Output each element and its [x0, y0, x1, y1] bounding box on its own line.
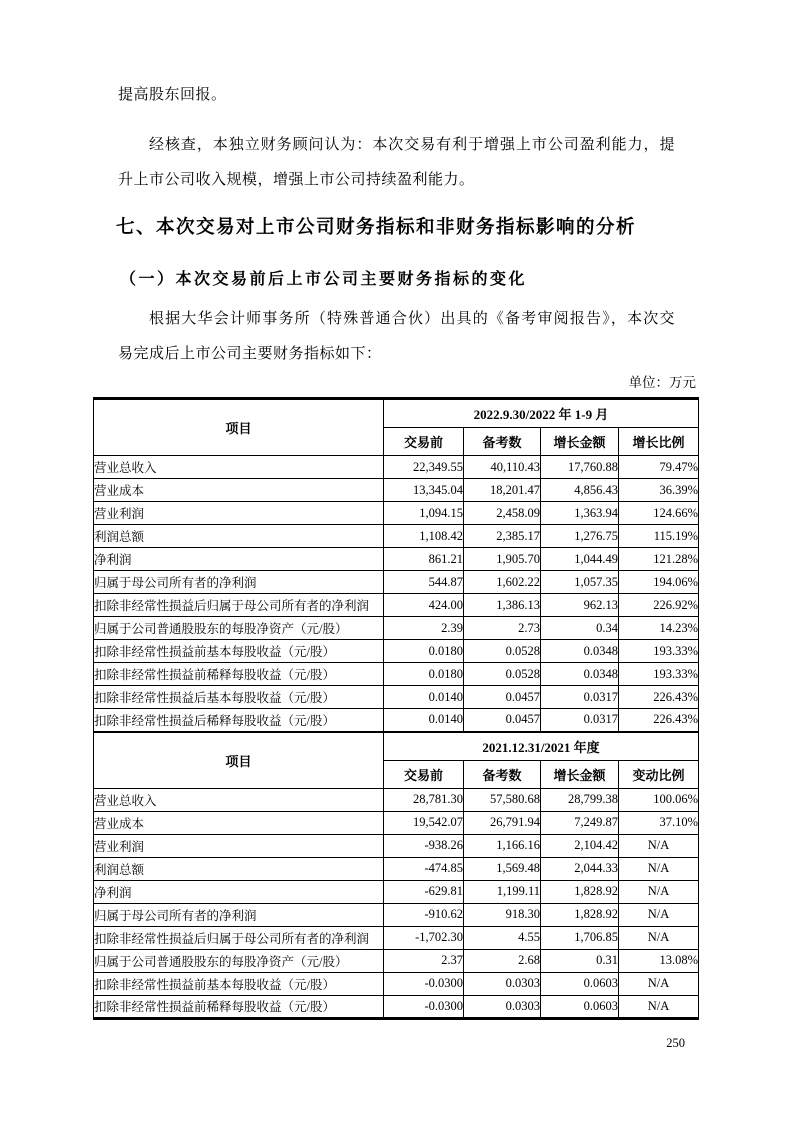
cell-value: 18,201.47: [464, 479, 541, 502]
cell-value: 22,349.55: [384, 456, 464, 479]
cell-value: 1,044.49: [541, 548, 619, 571]
financial-table: [93, 397, 699, 1020]
cell-value: 2.39: [384, 617, 464, 640]
table-row: [94, 594, 699, 617]
column-header: 增长比例: [619, 428, 699, 456]
cell-value: 0.0303: [464, 972, 541, 995]
cell-value: N/A: [619, 926, 699, 949]
cell-value: N/A: [619, 857, 699, 880]
row-label: 营业总收入: [94, 788, 384, 811]
cell-value: -629.81: [384, 880, 464, 903]
cell-value: 13.08%: [619, 949, 699, 972]
row-label: 扣除非经常性损益前稀释每股收益（元/股）: [94, 995, 384, 1018]
item-column-header: 项目: [94, 399, 384, 456]
page-number: 250: [666, 1036, 685, 1050]
row-label: 归属于公司普通股股东的每股净资产（元/股）: [94, 617, 384, 640]
table-row: [94, 502, 699, 525]
cell-value: 2.68: [464, 949, 541, 972]
cell-value: 0.0348: [541, 640, 619, 663]
cell-value: 2,044.33: [541, 857, 619, 880]
cell-value: 17,760.88: [541, 456, 619, 479]
table-row: [94, 617, 699, 640]
cell-value: 0.0603: [541, 995, 619, 1018]
cell-value: 194.06%: [619, 571, 699, 594]
cell-value: 918.30: [464, 903, 541, 926]
table-row: [94, 972, 699, 995]
row-label: 扣除非经常性损益后归属于母公司所有者的净利润: [94, 926, 384, 949]
table-row: [94, 788, 699, 811]
table-row: [94, 525, 699, 548]
cell-value: N/A: [619, 995, 699, 1018]
cell-value: 1,166.16: [464, 834, 541, 857]
cell-value: 0.0303: [464, 995, 541, 1018]
section-heading: 七、本次交易对上市公司财务指标和非财务指标影响的分析: [116, 216, 637, 237]
cell-value: 226.43%: [619, 709, 699, 732]
table-row: [94, 926, 699, 949]
text-line: 提高股东回报。: [118, 87, 227, 103]
cell-value: 36.39%: [619, 479, 699, 502]
table-row: [94, 834, 699, 857]
cell-value: 0.0317: [541, 686, 619, 709]
cell-value: 1,602.22: [464, 571, 541, 594]
period-header: 2022.9.30/2022 年 1-9 月: [384, 399, 699, 428]
column-header: 备考数: [464, 760, 541, 788]
cell-value: 226.43%: [619, 686, 699, 709]
row-label: 扣除非经常性损益前稀释每股收益（元/股）: [94, 663, 384, 686]
text-line: 升上市公司收入规模，增强上市公司持续盈利能力。: [118, 172, 475, 188]
row-label: 归属于母公司所有者的净利润: [94, 903, 384, 926]
row-label: 净利润: [94, 548, 384, 571]
table-row: [94, 479, 699, 502]
table-row: [94, 880, 699, 903]
cell-value: 0.0603: [541, 972, 619, 995]
cell-value: -0.0300: [384, 972, 464, 995]
cell-value: 226.92%: [619, 594, 699, 617]
cell-value: 1,363.94: [541, 502, 619, 525]
cell-value: 57,580.68: [464, 788, 541, 811]
cell-value: 962.13: [541, 594, 619, 617]
cell-value: N/A: [619, 834, 699, 857]
cell-value: 1,199.11: [464, 880, 541, 903]
cell-value: 4,856.43: [541, 479, 619, 502]
table-row: [94, 709, 699, 732]
cell-value: 115.19%: [619, 525, 699, 548]
table-row: [94, 571, 699, 594]
text-line: 根据大华会计师事务所（特殊普通合伙）出具的《备考审阅报告》，本次交: [149, 311, 675, 327]
column-header: 交易前: [384, 428, 464, 456]
cell-value: N/A: [619, 880, 699, 903]
cell-value: N/A: [619, 972, 699, 995]
row-label: 扣除非经常性损益后基本每股收益（元/股）: [94, 686, 384, 709]
table-row: [94, 663, 699, 686]
column-header: 交易前: [384, 760, 464, 788]
cell-value: 0.34: [541, 617, 619, 640]
cell-value: 0.0348: [541, 663, 619, 686]
cell-value: 0.0528: [464, 663, 541, 686]
cell-value: 28,799.38: [541, 788, 619, 811]
table-row: [94, 857, 699, 880]
table-row: [94, 811, 699, 834]
row-label: 利润总额: [94, 857, 384, 880]
row-label: 净利润: [94, 880, 384, 903]
table-row: [94, 456, 699, 479]
cell-value: 124.66%: [619, 502, 699, 525]
cell-value: 1,706.85: [541, 926, 619, 949]
cell-value: 1,828.92: [541, 880, 619, 903]
row-label: 扣除非经常性损益后稀释每股收益（元/股）: [94, 709, 384, 732]
subsection-heading: （一）本次交易前后上市公司主要财务指标的变化: [120, 271, 528, 288]
row-label: 扣除非经常性损益后归属于母公司所有者的净利润: [94, 594, 384, 617]
cell-value: 861.21: [384, 548, 464, 571]
cell-value: 424.00: [384, 594, 464, 617]
cell-value: 2,458.09: [464, 502, 541, 525]
cell-value: 0.0457: [464, 709, 541, 732]
cell-value: 40,110.43: [464, 456, 541, 479]
cell-value: 0.0140: [384, 709, 464, 732]
cell-value: 26,791.94: [464, 811, 541, 834]
item-column-header: 项目: [94, 732, 384, 789]
row-label: 营业利润: [94, 834, 384, 857]
row-label: 扣除非经常性损益前基本每股收益（元/股）: [94, 640, 384, 663]
cell-value: 0.0528: [464, 640, 541, 663]
row-label: 利润总额: [94, 525, 384, 548]
cell-value: 1,057.35: [541, 571, 619, 594]
cell-value: 7,249.87: [541, 811, 619, 834]
period-header: 2021.12.31/2021 年度: [384, 732, 699, 761]
text-line: 易完成后上市公司主要财务指标如下：: [118, 346, 382, 362]
table-row: [94, 548, 699, 571]
table-row: [94, 903, 699, 926]
table-row: [94, 995, 699, 1018]
cell-value: 193.33%: [619, 640, 699, 663]
cell-value: 28,781.30: [384, 788, 464, 811]
cell-value: -910.62: [384, 903, 464, 926]
cell-value: 1,905.70: [464, 548, 541, 571]
cell-value: -474.85: [384, 857, 464, 880]
paragraph-continuation: [118, 78, 675, 113]
cell-value: 4.55: [464, 926, 541, 949]
financial-table-body: [94, 399, 699, 1019]
cell-value: 1,386.13: [464, 594, 541, 617]
cell-value: 0.31: [541, 949, 619, 972]
table-row: [94, 686, 699, 709]
row-label: 营业总收入: [94, 456, 384, 479]
row-label: 营业成本: [94, 479, 384, 502]
unit-label: 单位：万元: [628, 375, 696, 390]
cell-value: 2,104.42: [541, 834, 619, 857]
cell-value: 100.06%: [619, 788, 699, 811]
row-label: 营业成本: [94, 811, 384, 834]
row-label: 扣除非经常性损益前基本每股收益（元/股）: [94, 972, 384, 995]
cell-value: 0.0317: [541, 709, 619, 732]
cell-value: 0.0180: [384, 663, 464, 686]
cell-value: 2.37: [384, 949, 464, 972]
cell-value: 19,542.07: [384, 811, 464, 834]
paragraph-table-intro: [118, 302, 675, 372]
text-line: 经核查，本独立财务顾问认为：本次交易有利于增强上市公司盈利能力，提: [149, 137, 675, 153]
cell-value: 0.0180: [384, 640, 464, 663]
cell-value: 544.87: [384, 571, 464, 594]
cell-value: 2,385.17: [464, 525, 541, 548]
cell-value: 2.73: [464, 617, 541, 640]
column-header: 变动比例: [619, 760, 699, 788]
cell-value: -0.0300: [384, 995, 464, 1018]
row-label: 归属于公司普通股股东的每股净资产（元/股）: [94, 949, 384, 972]
column-header: 增长金额: [541, 428, 619, 456]
cell-value: 1,094.15: [384, 502, 464, 525]
table-row: [94, 640, 699, 663]
paragraph-advisor-opinion: [118, 128, 675, 198]
cell-value: 79.47%: [619, 456, 699, 479]
cell-value: 14.23%: [619, 617, 699, 640]
cell-value: 1,276.75: [541, 525, 619, 548]
cell-value: 37.10%: [619, 811, 699, 834]
cell-value: 1,108.42: [384, 525, 464, 548]
cell-value: 13,345.04: [384, 479, 464, 502]
cell-value: 0.0140: [384, 686, 464, 709]
cell-value: -938.26: [384, 834, 464, 857]
row-label: 归属于母公司所有者的净利润: [94, 571, 384, 594]
cell-value: 193.33%: [619, 663, 699, 686]
row-label: 营业利润: [94, 502, 384, 525]
column-header: 增长金额: [541, 760, 619, 788]
cell-value: N/A: [619, 903, 699, 926]
cell-value: 1,569.48: [464, 857, 541, 880]
cell-value: 121.28%: [619, 548, 699, 571]
cell-value: 0.0457: [464, 686, 541, 709]
table-row: [94, 949, 699, 972]
column-header: 备考数: [464, 428, 541, 456]
cell-value: 1,828.92: [541, 903, 619, 926]
cell-value: -1,702.30: [384, 926, 464, 949]
